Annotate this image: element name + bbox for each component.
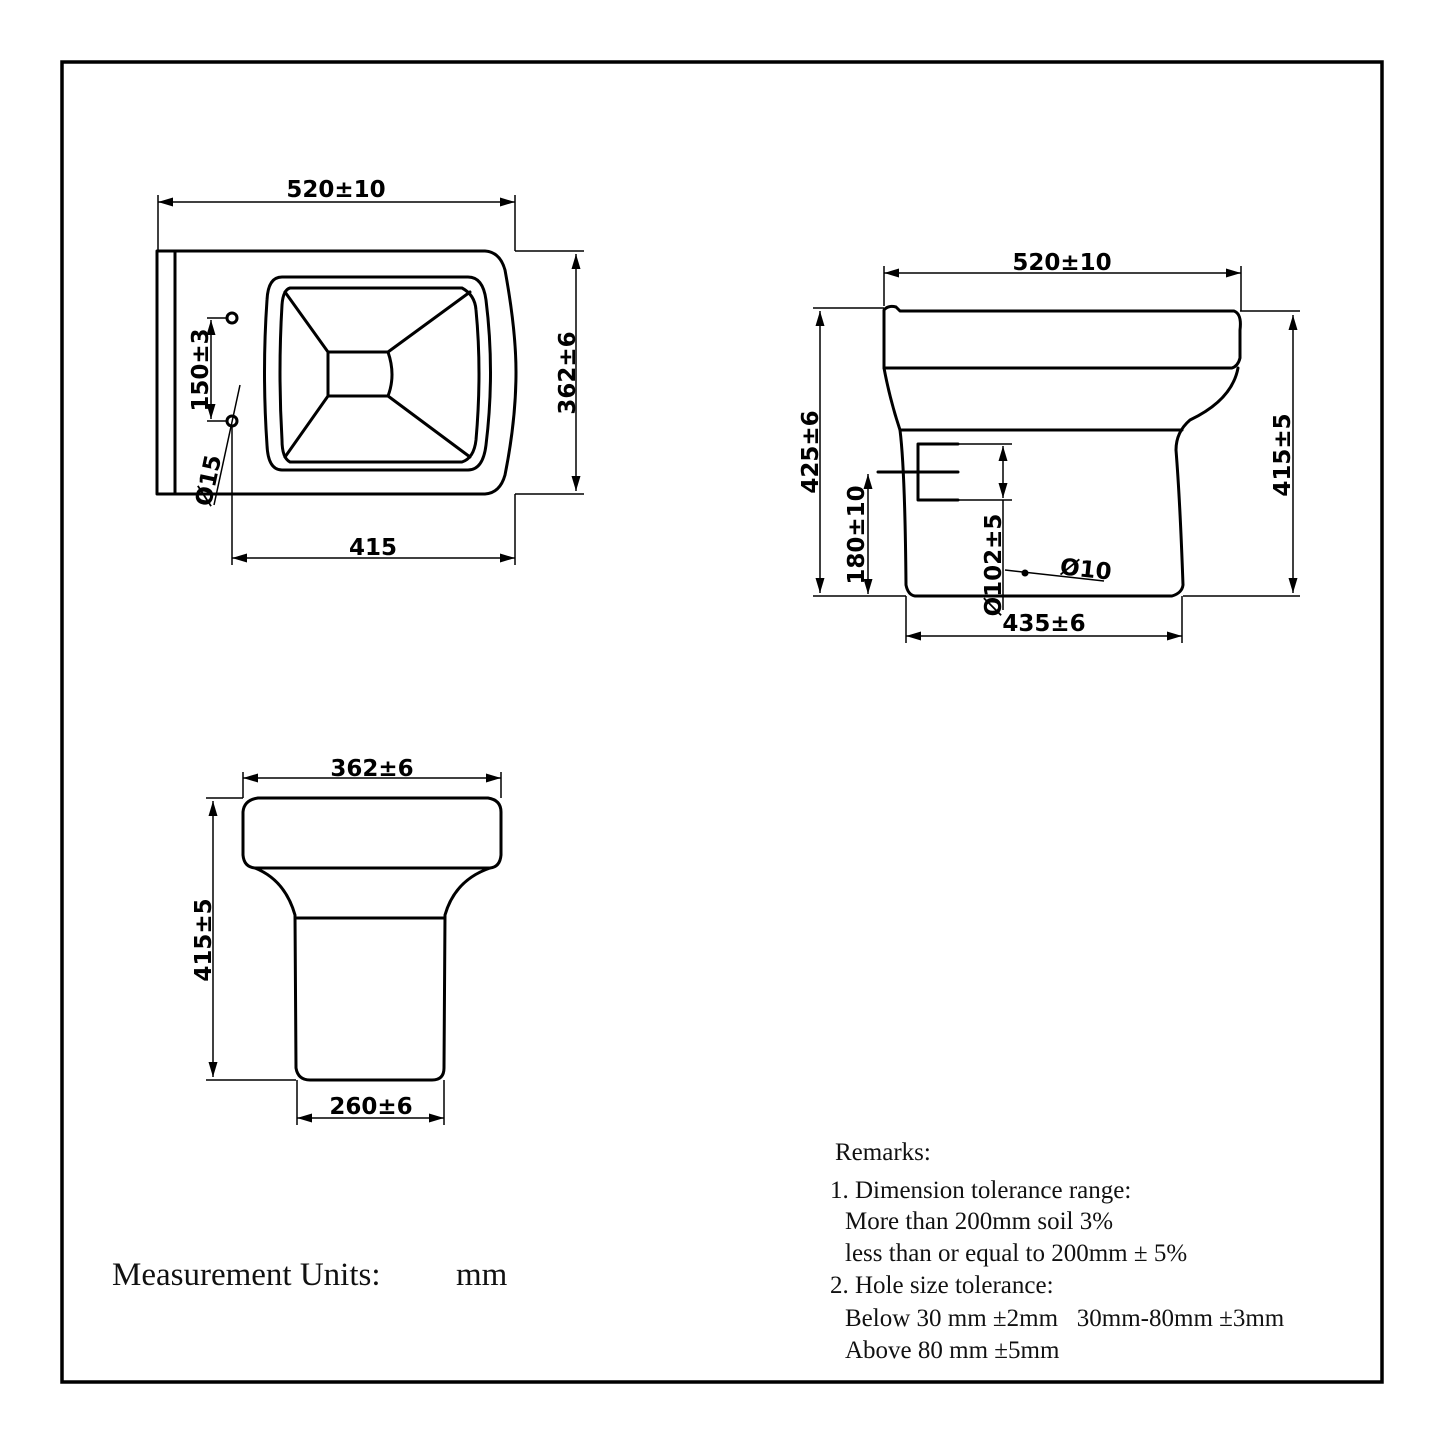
fixing-hole-label: Ø10 <box>1058 554 1113 586</box>
side-rim <box>884 306 1240 368</box>
remark-line: Above 80 mm ±5mm <box>845 1337 1060 1364</box>
total-height-label: 425±6 <box>798 410 824 494</box>
fixing-hole-icon <box>227 313 237 323</box>
front-view <box>191 756 501 1125</box>
remarks-title: Remarks: <box>835 1139 931 1166</box>
drawing-border <box>62 62 1382 1382</box>
remark-line: Below 30 mm ±2mm 30mm-80mm ±3mm <box>845 1305 1285 1332</box>
base-length-label: 435±6 <box>1002 611 1086 637</box>
side-height-label: 415±5 <box>1270 413 1296 497</box>
front-rim <box>243 798 501 868</box>
outlet-diameter-label: Ø102±5 <box>981 513 1007 617</box>
hole-spacing-label: 150±3 <box>188 328 214 412</box>
units-label: Measurement Units: <box>112 1257 381 1293</box>
remark-line: less than or equal to 200mm ± 5% <box>845 1240 1188 1267</box>
outlet-height-label: 180±10 <box>844 485 870 585</box>
top-view <box>157 177 584 565</box>
side-view <box>798 250 1300 643</box>
bowl-inner <box>280 288 479 462</box>
remarks <box>830 1139 1285 1364</box>
remark-line: More than 200mm soil 3% <box>845 1208 1114 1235</box>
hole-diameter-label: Ø15 <box>191 452 228 509</box>
top-depth-label: 362±6 <box>555 331 581 415</box>
bowl-rim <box>265 277 491 470</box>
front-height-label: 415±5 <box>191 898 217 982</box>
remark-line: 2. Hole size tolerance: <box>830 1272 1054 1299</box>
units-value: mm <box>456 1257 508 1293</box>
top-width-label: 520±10 <box>286 177 386 203</box>
side-width-label: 520±10 <box>1012 250 1112 276</box>
hole-to-front-label: 415 <box>348 535 398 561</box>
remark-line: 1. Dimension tolerance range: <box>830 1177 1132 1204</box>
front-width-label: 362±6 <box>330 756 414 782</box>
bowl-outlet <box>328 352 392 396</box>
base-width-label: 260±6 <box>329 1094 413 1120</box>
front-pedestal <box>255 868 490 1080</box>
